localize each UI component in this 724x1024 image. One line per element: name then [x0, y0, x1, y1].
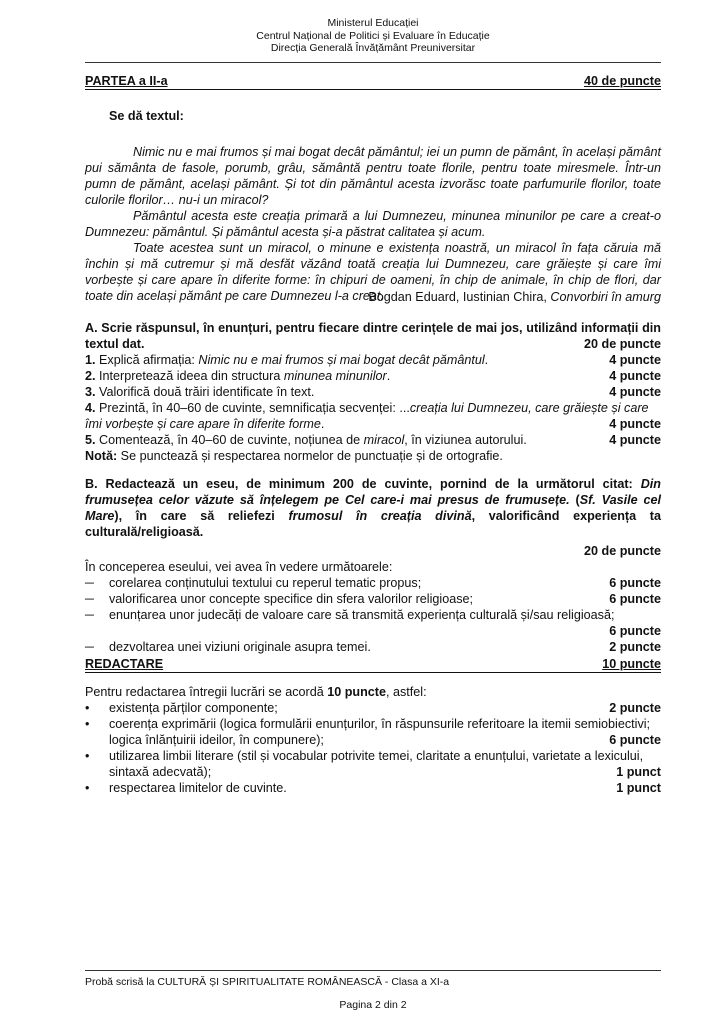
note: Notă: Se punctează și respectarea normelor de punctuație și de ortografie. — [85, 449, 503, 463]
bullet-icon: • — [85, 701, 90, 715]
directorate-name: Direcția Generală Învățământ Preuniversitar — [270, 42, 476, 54]
item-text: Prezintă, în 40–60 de cuvinte, semnificația secvenței: ...creația lui Dumnezeu, care grăiește și care — [99, 401, 649, 415]
item-number: 4. — [85, 401, 96, 415]
part-points: 40 de puncte — [584, 74, 661, 88]
dash-marker: ─ — [85, 608, 94, 622]
item-points: 4 puncte — [609, 353, 661, 367]
redactare-points: 10 puncte — [602, 657, 661, 671]
bullet-icon: • — [85, 717, 90, 731]
criterion-item: ─ dezvoltarea unei viziuni originale asupra temei. 2 puncte — [85, 640, 661, 654]
redactare-title: REDACTARE — [85, 657, 164, 671]
item-text: Explică afirmația: Nimic nu e mai frumos și mai bogat decât pământul. — [99, 353, 489, 367]
page-number: Pagina 2 din 2 — [339, 999, 407, 1011]
question-item — [85, 352, 661, 368]
item-text: Valorifică două trăiri identificate în text. — [99, 385, 315, 399]
item-number: 2. — [85, 369, 96, 383]
center-name: Centrul Național de Politici și Evaluare în Educație — [256, 29, 490, 42]
attribution-work: Convorbiri în amurg — [550, 290, 661, 304]
dash-marker: ─ — [85, 640, 94, 654]
item-number: 5. — [85, 433, 96, 447]
dash-marker: ─ — [85, 576, 94, 590]
passage-paragraph: Toate acestea sunt un miracol, o minune e existența noastră, un miracol în fața căruia mă închin și mă cutremur și mă desfăt văzând toată creația lui Dumnezeu, care grăiește și care îmi vorbește și care apare în diferite forme: în chipuri de oameni, în chip de animale, în chip de flori, dar toate din același pământ pe care Dumnezeu l-a creat. — [85, 241, 661, 303]
section-a — [85, 320, 661, 464]
part-title: PARTEA a II-a — [85, 74, 168, 88]
bullet-icon: • — [85, 749, 90, 763]
item-number: 1. — [85, 353, 96, 367]
passage-paragraph: Pământul acesta este creația primară a lui Dumnezeu, minunea minunilor pe care a creat-o Dumnezeu: pământul. Și pământul acesta și-a păstrat calitatea și acum. — [85, 209, 661, 239]
redactare-intro: Pentru redactarea întregii lucrări se acordă 10 puncte, astfel: — [85, 685, 427, 699]
criterion-item: ─ valorificarea unor concepte specifice din sfera valorilor religioase; 6 puncte — [85, 592, 661, 606]
section-b-instruction: B. Redactează un eseu, de minimum 200 de cuvinte, pornind de la următorul citat: Din frumusețea celor văzute să înțelegem pe Cel care-i mai presus de frumusețe. (Sf. Vasile cel Mare), în care să reliefezi frumosul în creația divină, valorificând experiența ta culturală/religioasă. — [85, 477, 661, 539]
redactare-body — [85, 684, 661, 796]
criterion-item: ─ enunțarea unor judecăți de valoare care să transmită experiența culturală și/sau religioasă; 6 puncte — [85, 608, 661, 638]
bullet-icon: • — [85, 781, 90, 795]
document-header — [85, 17, 661, 55]
section-a-points: 20 de puncte — [584, 337, 661, 351]
criterion-item: ─ corelarea conținutului textului cu reperul tematic propus; 6 puncte — [85, 576, 661, 590]
section-b-points: 20 de puncte — [584, 544, 661, 558]
footer-divider — [85, 970, 661, 971]
attribution-authors: Bogdan Eduard, Iustinian Chira, — [368, 290, 551, 304]
section-b — [85, 476, 661, 655]
item-points: 4 puncte — [609, 369, 661, 383]
item-points: 4 puncte — [609, 417, 661, 431]
bullet-item: • coerența exprimării (logica formulării enunțurilor, în răspunsurile referitoare la itemii semiobiectivi; logica înlănțuirii ideilor, în compunere); 6 puncte — [85, 717, 661, 747]
passage-paragraph: Nimic nu e mai frumos și mai bogat decât pământul; iei un pumn de pământ, în același pământ pui sământa de fasole, porumb, grâu, sământă pentru toate florile, pentru toate miresmele. Într-un pumn de pământ, același pământ. Și tot din pământul acesta izvorăsc toate parfumurile florilor, toate culorile florilor… nu-i un miracol? — [85, 145, 661, 207]
part-underline — [85, 79, 661, 90]
item-points: 4 puncte — [609, 385, 661, 399]
footer-exam-info: Probă scrisă la CULTURĂ ȘI SPIRITUALITATE ROMÂNEASCĂ - Clasa a XI-a — [85, 976, 450, 988]
item-number: 3. — [85, 385, 96, 399]
section-a-instruction: A. Scrie răspunsul, în enunțuri, pentru fiecare dintre cerințele de mai jos, utilizând informații din textul dat. — [85, 321, 661, 351]
text-intro: Se dă textul: — [109, 109, 184, 123]
bullet-item: • existența părților componente; 2 puncte — [85, 701, 661, 715]
bullet-item: • utilizarea limbii literare (stil și vocabular potrivite temei, claritate a enunțului, varietate a lexicului, sintaxă adecvată); 1 punct — [85, 749, 661, 779]
question-item — [85, 400, 661, 432]
question-item — [85, 368, 661, 384]
ministry-name: Ministerul Educației — [327, 17, 419, 29]
dash-marker: ─ — [85, 592, 94, 606]
question-item — [85, 432, 661, 448]
item-text: Interpretează ideea din structura minunea minunilor. — [99, 369, 391, 383]
item-points: 4 puncte — [609, 433, 661, 447]
passage — [85, 144, 661, 304]
criteria-intro: În conceperea eseului, vei avea în vedere următoarele: — [85, 560, 393, 574]
item-text: Comentează, în 40–60 de cuvinte, noțiunea de miracol, în viziunea autorului. — [99, 433, 527, 447]
redactare-underline — [85, 662, 661, 673]
header-divider — [85, 62, 661, 63]
bullet-item: • respectarea limitelor de cuvinte. 1 punct — [85, 781, 661, 795]
item-text-continued: îmi vorbește și care apare în diferite forme. — [85, 417, 325, 431]
question-item — [85, 384, 661, 400]
attribution — [85, 289, 661, 305]
